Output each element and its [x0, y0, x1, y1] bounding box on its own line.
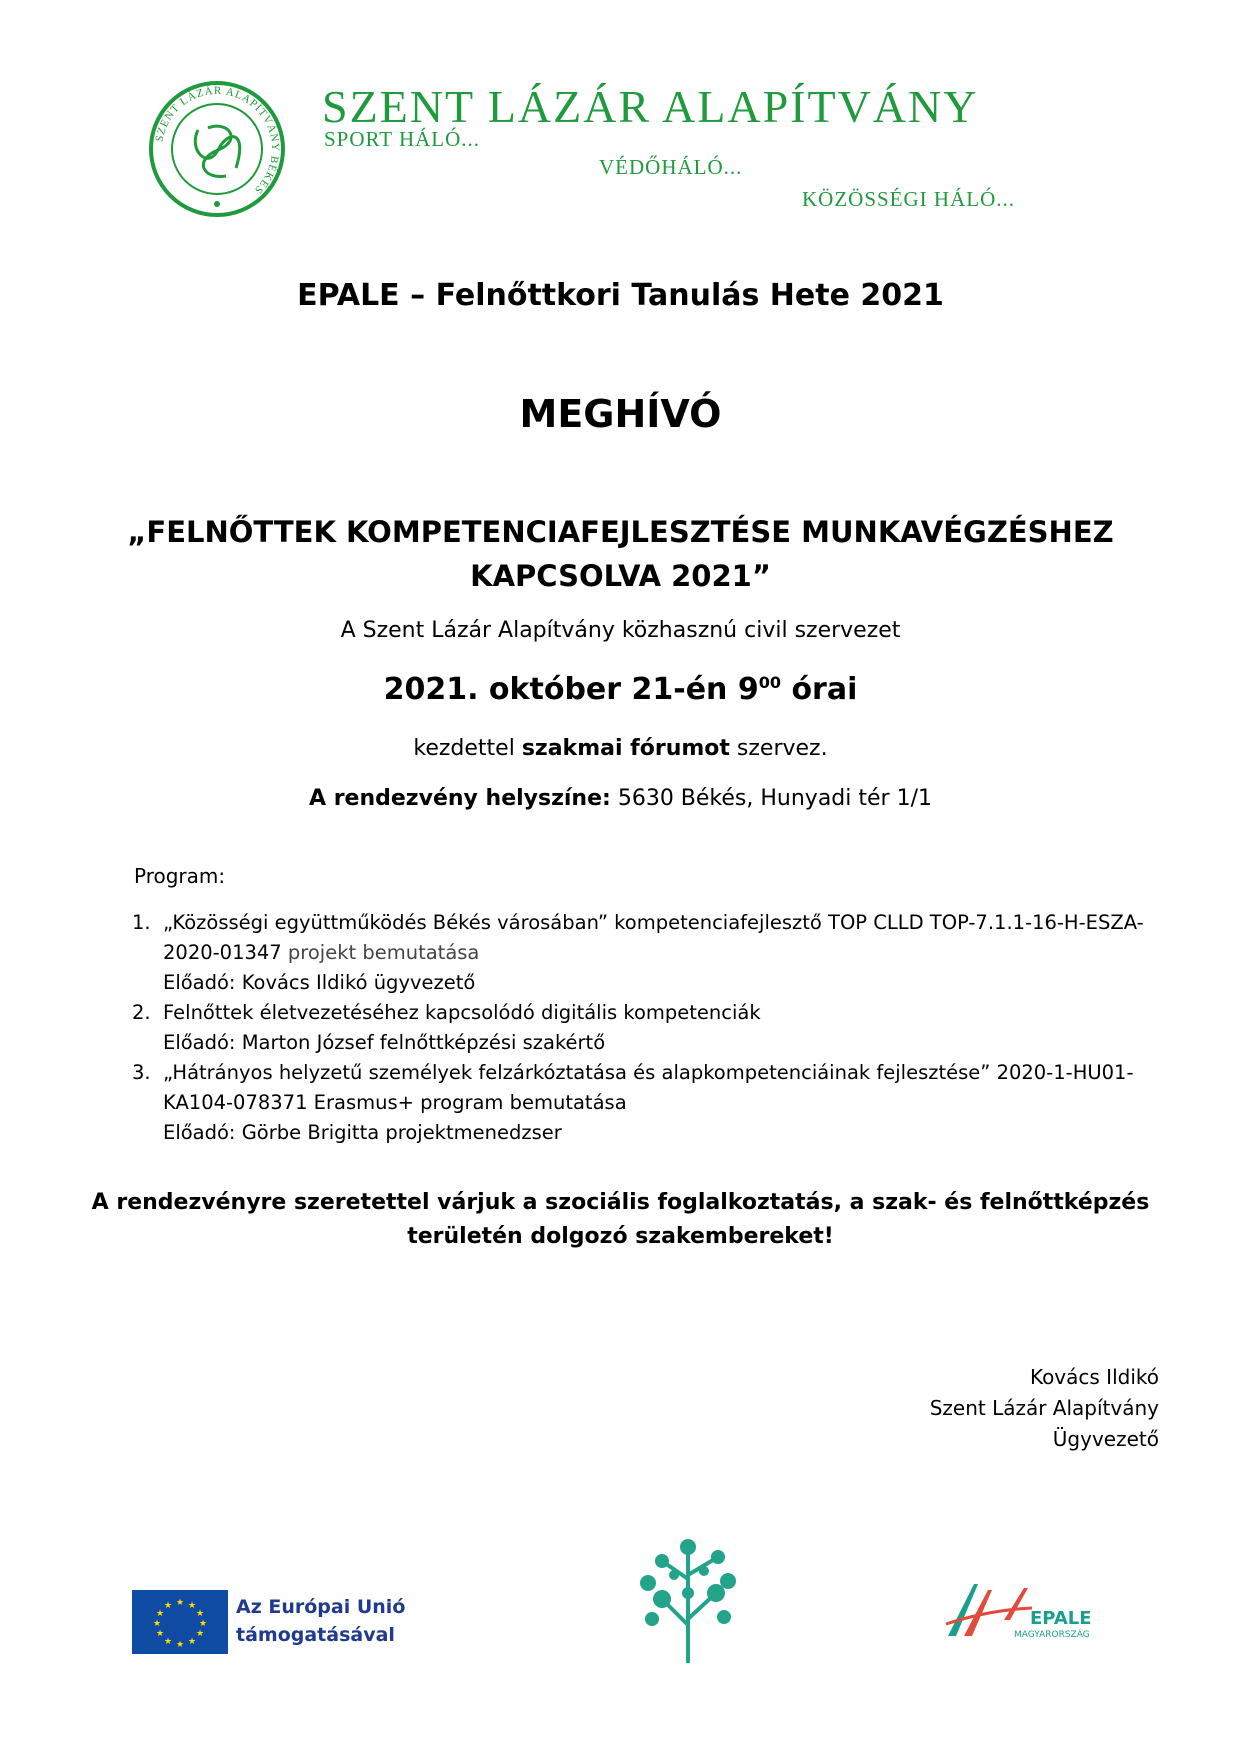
- signature-role: Ügyvezető: [1052, 1427, 1159, 1451]
- organizer-text: A Szent Lázár Alapítvány közhasznú civil szervezet: [340, 618, 901, 643]
- venue-value: 5630 Békés, Hunyadi tér 1/1: [610, 786, 932, 811]
- circuit-tree-icon: [632, 1535, 744, 1665]
- event-date-main: 2021. október 21-én 9: [383, 672, 759, 707]
- document-title: MEGHÍVÓ: [519, 392, 722, 436]
- forum-title-line-2: KAPCSOLVA 2021”: [470, 559, 771, 593]
- program-item-speaker: Előadó: Kovács Ildikó ügyvezető: [163, 971, 476, 994]
- epale-logo: [944, 1580, 1092, 1652]
- eu-text-line-1: Az Európai Unió: [236, 1596, 406, 1618]
- tagline-community: KÖZÖSSÉGI HÁLÓ...: [802, 187, 1015, 211]
- svg-text:SZENT LÁZÁR ALAPÍTVÁNY BÉKÉS: SZENT LÁZÁR ALAPÍTVÁNY BÉKÉS: [153, 84, 282, 197]
- event-date-minutes: 00: [758, 673, 781, 692]
- venue: [0, 786, 1241, 811]
- svg-text:★: ★: [195, 1609, 205, 1619]
- svg-text:★: ★: [175, 1598, 185, 1608]
- forum-title: [0, 510, 1241, 598]
- epale-name: EPALE: [1030, 1608, 1092, 1629]
- program-item-speaker: Előadó: Marton József felnőttképzési szakértő: [163, 1031, 606, 1054]
- foundation-seal-logo: [148, 80, 286, 218]
- tagline-protection: VÉDŐHÁLÓ...: [599, 155, 743, 179]
- svg-text:★: ★: [175, 1640, 185, 1650]
- program-item: [132, 998, 1162, 1058]
- program-list: [132, 908, 1162, 1148]
- start-text: [0, 736, 1241, 761]
- program-item-title-suffix: projekt bemutatása: [281, 941, 480, 964]
- start-text-pre: kezdettel: [413, 736, 522, 761]
- start-text-post: szervez.: [729, 736, 828, 761]
- closing-line-1: A rendezvényre szeretettel várjuk a szociális foglalkoztatás, a szak- és felnőttképzés: [91, 1190, 1150, 1215]
- eu-support-logo: [132, 1590, 448, 1654]
- closing-invitation: [0, 1186, 1241, 1254]
- svg-text:★: ★: [155, 1629, 165, 1639]
- event-date-suffix: órai: [781, 672, 858, 707]
- eu-text-line-2: támogatásával: [236, 1624, 395, 1646]
- svg-text:★: ★: [187, 1637, 197, 1647]
- svg-text:★: ★: [155, 1609, 165, 1619]
- program-item-number: 3.: [132, 1061, 151, 1084]
- program-item-speaker: Előadó: Görbe Brigitta projektmenedzser: [163, 1121, 562, 1144]
- svg-text:★: ★: [187, 1601, 197, 1611]
- organization-name: SZENT LÁZÁR ALAPÍTVÁNY: [322, 81, 979, 132]
- event-line: EPALE – Felnőttkori Tanulás Hete 2021: [297, 278, 944, 313]
- svg-text:★: ★: [163, 1637, 173, 1647]
- venue-label: A rendezvény helyszíne:: [309, 786, 611, 811]
- forum-title-line-1: „FELNŐTTEK KOMPETENCIAFEJLESZTÉSE MUNKAVÉGZÉSHEZ: [127, 515, 1114, 549]
- program-item-number: 1.: [132, 911, 151, 934]
- svg-text:★: ★: [152, 1619, 162, 1629]
- epale-country: MAGYARORSZÁG: [1014, 1630, 1090, 1640]
- signature-organization: Szent Lázár Alapítvány: [929, 1396, 1159, 1420]
- program-label: Program:: [134, 864, 226, 888]
- program-item: [132, 1058, 1162, 1148]
- event-date: [0, 672, 1241, 707]
- signature-name: Kovács Ildikó: [1029, 1365, 1159, 1389]
- signature-block: [930, 1362, 1159, 1455]
- tagline-sport: SPORT HÁLÓ...: [324, 127, 481, 151]
- program-item-title: Felnőttek életvezetéséhez kapcsolódó digitális kompetenciák: [163, 1001, 761, 1024]
- program-item: [132, 908, 1162, 998]
- program-item-title-main: „Közösségi együttműködés Békés városában” kompetenciafejlesztő TOP CLLD TOP-7.1.1-16-H-ESZA-2020-01347: [163, 911, 1144, 964]
- svg-text:★: ★: [163, 1601, 173, 1611]
- svg-text:★: ★: [195, 1629, 205, 1639]
- program-item-title: „Hátrányos helyzetű személyek felzárkóztatása és alapkompetenciáinak fejlesztése” 2020-1-HU01-KA104-078371 Erasmus+ program bemutatása: [163, 1061, 1134, 1114]
- start-text-bold: szakmai fórumot: [521, 736, 730, 761]
- svg-text:★: ★: [198, 1619, 208, 1629]
- eu-flag-icon: [132, 1590, 228, 1654]
- closing-line-2: területén dolgozó szakembereket!: [407, 1224, 834, 1249]
- program-item-number: 2.: [132, 1001, 151, 1024]
- program-item-title: [163, 908, 1162, 968]
